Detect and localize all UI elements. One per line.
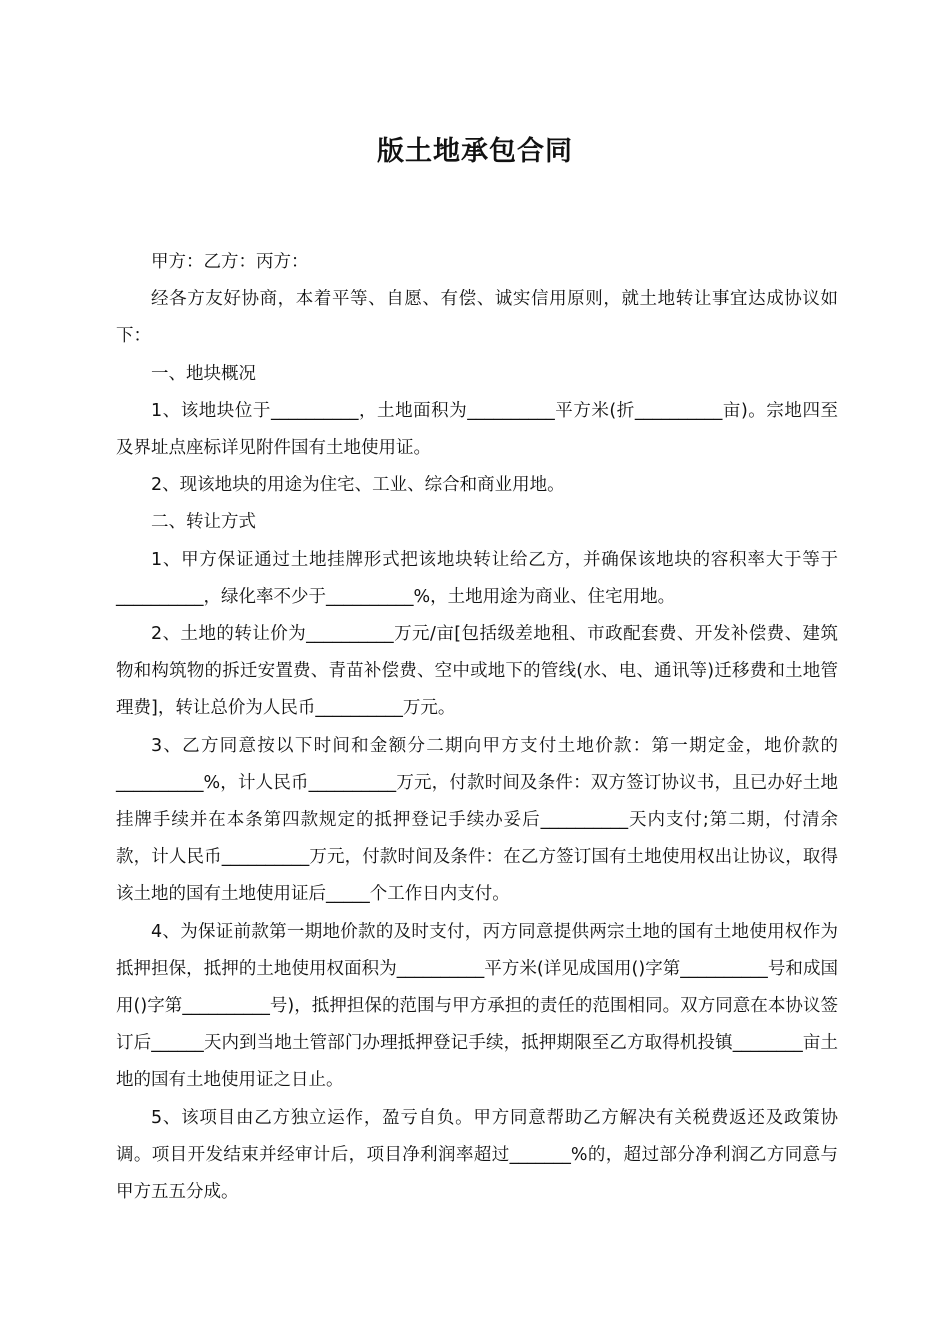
clause-2-4: 4、为保证前款第一期地价款的及时支付，丙方同意提供两宗土地的国有土地使用权作为抵押担保，抵押的土地使用权面积为__________平方米(详见成国用()字第__________号和成国用()字第__________号)，抵押担保的范围与甲方承担的责任的范围相同。双方同意在本协议签订后______天内到当地土管部门办理抵押登记手续，抵押期限至乙方取得机投镇________亩土地的国有土地使用证之日止。 <box>116 921 838 1091</box>
section-heading-transfer-method: 二、转让方式 <box>151 512 256 533</box>
preamble-paragraph: 经各方友好协商，本着平等、自愿、有偿、诚实信用原则，就土地转让事宜达成协议如下： <box>116 289 838 347</box>
document-title: 版土地承包合同 <box>377 136 573 167</box>
clause-1-1: 1、该地块位于__________，土地面积为__________平方米(折__________亩)。宗地四至及界址点座标详见附件国有土地使用证。 <box>116 400 838 459</box>
document-body <box>116 244 838 1211</box>
clause-2-5: 5、该项目由乙方独立运作，盈亏自负。甲方同意帮助乙方解决有关税费返还及政策协调。项目开发结束并经审计后，项目净利润率超过_______%的，超过部分净利润乙方同意与甲方五五分成。 <box>116 1107 838 1203</box>
clause-2-3: 3、乙方同意按以下时间和金额分二期向甲方支付土地价款：第一期定金，地价款的__________%，计人民币__________万元，付款时间及条件：双方签订协议书，且已办好土地挂牌手续并在本条第四款规定的抵押登记手续办妥后__________天内支付;第二期，付清余款，计人民币__________万元，付款时间及条件：在乙方签订国有土地使用权出让协议，取得该土地的国有土地使用证后_____个工作日内支付。 <box>116 735 838 905</box>
clause-1-2: 2、现该地块的用途为住宅、工业、综合和商业用地。 <box>151 475 565 496</box>
clause-2-1: 1、甲方保证通过土地挂牌形式把该地块转让给乙方，并确保该地块的容积率大于等于__________，绿化率不少于__________%，土地用途为商业、住宅用地。 <box>116 549 838 607</box>
parties-line: 甲方：乙方：丙方： <box>151 252 309 272</box>
clause-2-2: 2、土地的转让价为__________万元/亩[包括级差地租、市政配套费、开发补偿费、建筑物和构筑物的拆迁安置费、青苗补偿费、空中或地下的管线(水、电、通讯等)迁移费和土地管理费]，转让总价为人民币__________万元。 <box>116 624 838 719</box>
section-heading-plot-overview: 一、地块概况 <box>151 363 256 384</box>
